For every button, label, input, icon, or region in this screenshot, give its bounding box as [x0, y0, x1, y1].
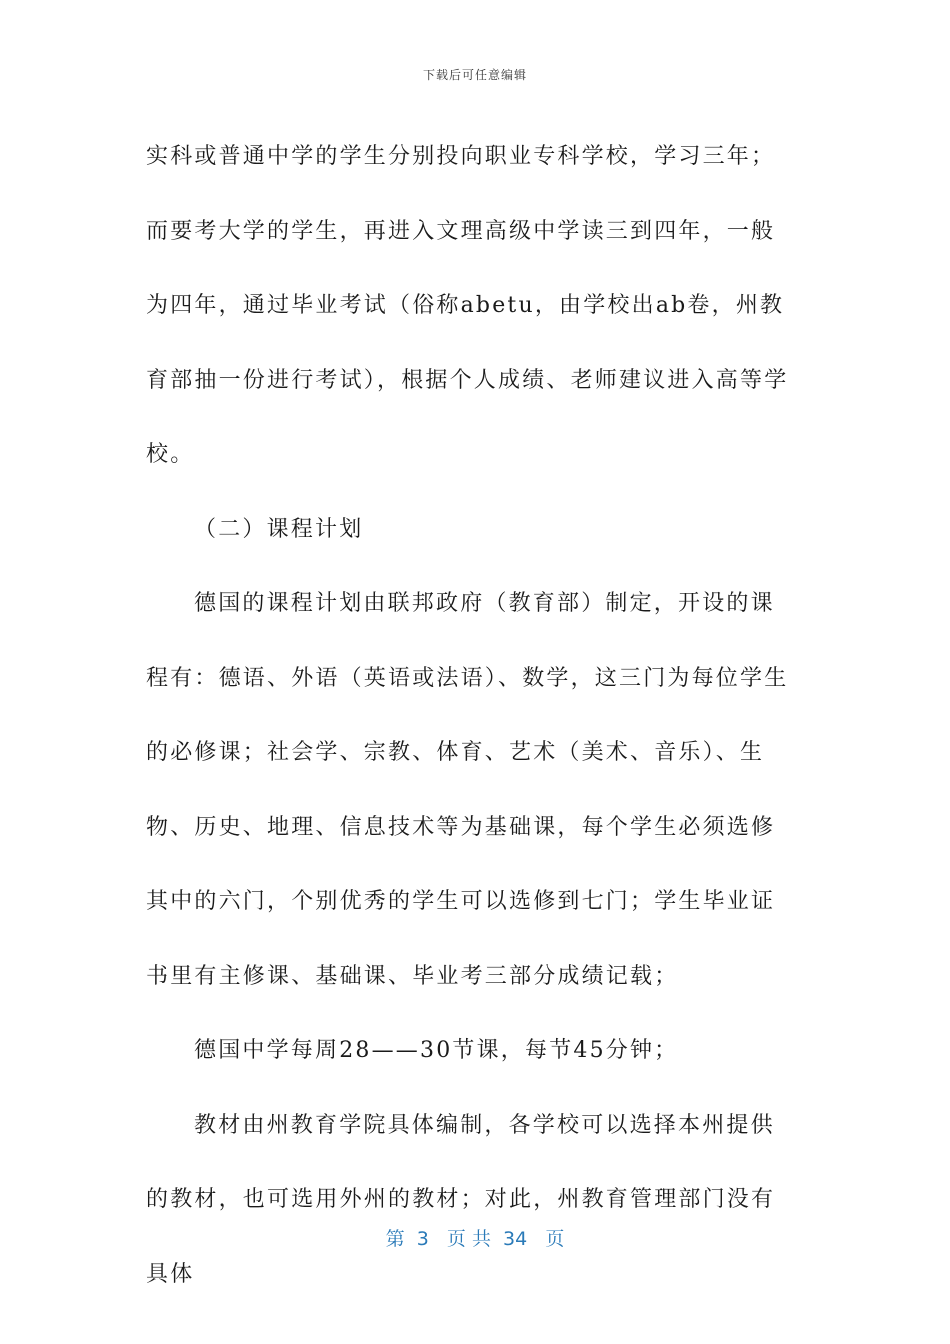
section-heading: （二）课程计划	[194, 516, 364, 542]
paragraph-2: 德国的课程计划由联邦政府（教育部）制定，开设的课程有：德语、外语（英语或法语）、数学，这三门为每位学生的必修课；社会学、宗教、体育、艺术（美术、音乐）、生物、历史、地理、信息技术等为基础课，每个学生必须选修其中的六门，个别优秀的学生可以选修到七门；学生毕业证书里有主修课、基础课、毕业考三部分成绩记载；	[146, 591, 789, 989]
page-number-footer: 第 3 页 共 34 页	[385, 1228, 565, 1250]
page-header: 下载后可任意编辑	[422, 68, 527, 82]
paragraph-4: 教材由州教育学院具体编制，各学校可以选择本州提供的教材，也可选用外州的教材；对此，州教育管理部门没有具体	[146, 1112, 776, 1287]
document-body	[146, 120, 796, 1312]
paragraph-1: 实科或普通中学的学生分别投向职业专科学校，学习三年；而要考大学的学生，再进入文理高级中学读三到四年，一般为四年，通过毕业考试（俗称abetu，由学校出ab卷，州教育部抽一份进行考试），根据个人成绩、老师建议进入高等学校。	[146, 144, 789, 467]
paragraph-3: 德国中学每周28——30节课，每节45分钟；	[194, 1038, 679, 1063]
